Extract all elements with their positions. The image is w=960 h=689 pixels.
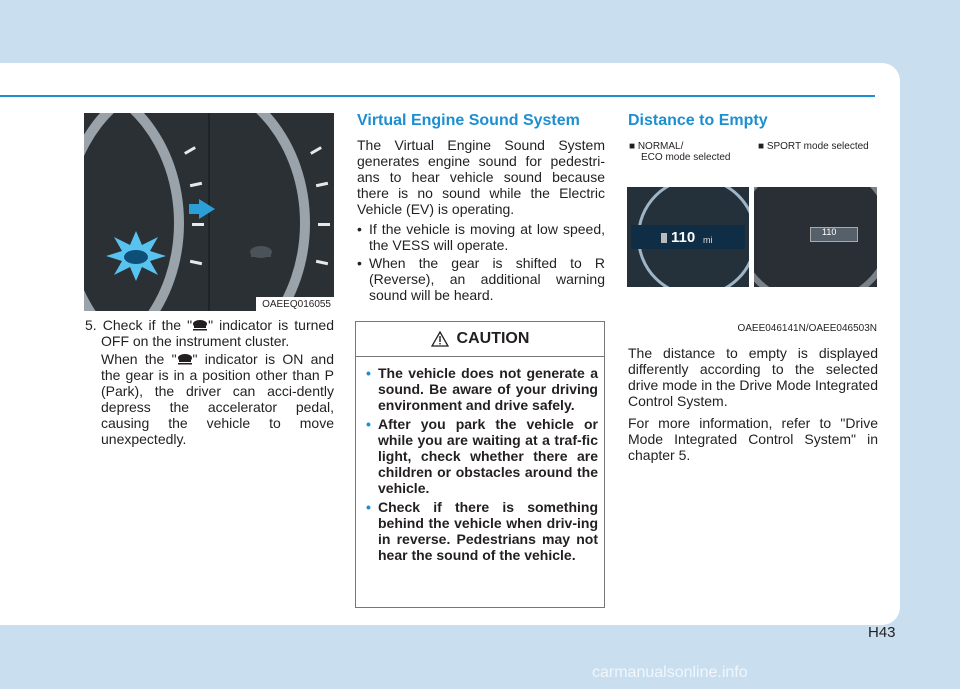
vess-off-icon-2 bbox=[177, 353, 193, 365]
warning-triangle-icon bbox=[431, 331, 449, 347]
label-normal: ■ NORMAL/ ECO mode selected bbox=[629, 141, 731, 163]
sport-mode-display bbox=[754, 187, 877, 287]
caution-title: CAUTION bbox=[456, 330, 530, 347]
vess-off-icon bbox=[192, 319, 208, 331]
dte-figure bbox=[627, 137, 877, 337]
caution-item: • The vehicle does not generate a sound. Be aware of your driving environment and drive safely. bbox=[366, 365, 598, 413]
fuel-pump-icon bbox=[661, 233, 669, 243]
normal-mode-display bbox=[627, 187, 749, 287]
page-number: H43 bbox=[868, 624, 896, 641]
dte-para-2: For more information, refer to "Drive Mode Integrated Control System" in chapter 5. bbox=[628, 415, 878, 463]
dte-figure-caption: OAEE046141N/OAEE046503N bbox=[737, 323, 877, 334]
dte-body bbox=[628, 345, 878, 469]
caution-item: • After you park the vehicle or while you are waiting at a traf-fic light, check whether there are children or obstacles around the vehicle. bbox=[366, 416, 598, 496]
vess-indicator-off-icon bbox=[246, 243, 276, 263]
dte-value-normal: 110 bbox=[671, 229, 696, 246]
caution-box bbox=[355, 321, 605, 608]
arrow-icon bbox=[189, 204, 199, 214]
label-sport: ■ SPORT mode selected bbox=[758, 141, 869, 152]
caution-item: • Check if there is something behind the vehicle when driv-ing in reverse. Pedestrians may not hear the sound of the vehicle. bbox=[366, 499, 598, 563]
header-rule bbox=[0, 95, 875, 97]
dte-value-sport: 110 bbox=[822, 227, 837, 237]
caution-list bbox=[366, 365, 598, 563]
vess-body bbox=[357, 137, 605, 305]
dte-para-1: The distance to empty is displayed differently according to the selected drive mode in the Drive Mode Integrated Control System. bbox=[628, 345, 878, 409]
cluster-indicator-off bbox=[210, 113, 334, 311]
step-number: 5. bbox=[85, 317, 97, 333]
figure-caption: OAEEQ016055 bbox=[256, 297, 334, 311]
vess-intro: The Virtual Engine Sound System generates engine sound for pedestri-ans to hear vehicle sound because there is no sound while the Electric Vehicle (EV) is operating. bbox=[357, 137, 605, 217]
step-text-b1: When the " bbox=[101, 351, 177, 367]
step-text-b2: " indicator is ON and the gear is in a position other than P (Park), the driver can acci-dently depress the accelerator pedal, causing the vehicle to move unexpectedly. bbox=[101, 351, 334, 447]
step-text-a1: Check if the " bbox=[102, 317, 193, 333]
step-5 bbox=[85, 317, 334, 449]
vess-bullet-2: • When the gear is shifted to R (Reverse), an additional warning sound will be heard. bbox=[357, 255, 605, 303]
dte-unit-normal: mi bbox=[703, 235, 713, 245]
arrow-head-icon bbox=[199, 199, 215, 219]
step-text-a2: " indicator is turned OFF on the instrument cluster. bbox=[101, 317, 334, 349]
vess-bullet-1: • If the vehicle is moving at low speed, the VESS will operate. bbox=[357, 221, 605, 253]
dte-heading: Distance to Empty bbox=[628, 112, 768, 129]
footer-watermark: carmanualsonline.info bbox=[592, 664, 748, 681]
vess-heading: Virtual Engine Sound System bbox=[357, 112, 580, 129]
caution-header bbox=[356, 322, 604, 357]
